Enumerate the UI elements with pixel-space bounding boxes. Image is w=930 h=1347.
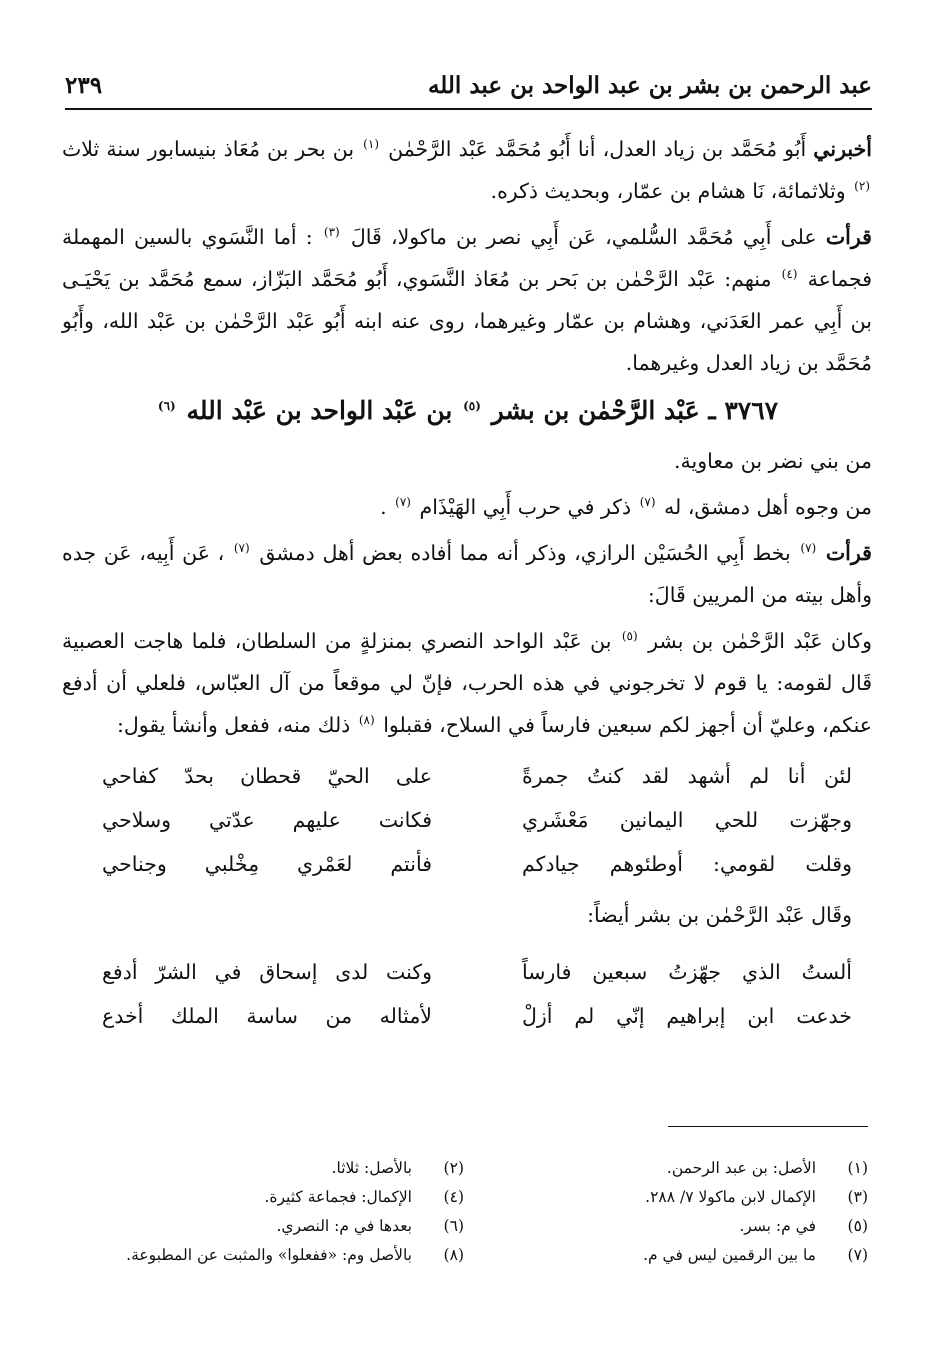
verse-line: [62, 994, 872, 1038]
entry-heading-text: بن عَبْد الواحد بن عَبْد الله: [186, 396, 453, 425]
paragraph-1: [62, 128, 872, 212]
verse-first-hemistich: لئن أنا لم أشهد لقد كنتُ جمرةً: [522, 764, 852, 788]
footnote-text: الإكمال لابن ماكولا ٧/ ٢٨٨.: [645, 1188, 816, 1206]
footnote-row: [60, 1212, 868, 1241]
footnote-row: [60, 1183, 868, 1212]
footnote: [464, 1183, 868, 1212]
paragraph-text: وكان عَبْد الرَّحْمٰن بن بشر: [648, 629, 872, 653]
verse-second-hemistich: على الحيّ قحطان بحدّ كفاحي: [102, 764, 432, 788]
footnote-number: (٢): [443, 1159, 464, 1177]
page-number: ٢٣٩: [65, 71, 103, 99]
entry-heading: [62, 388, 872, 434]
verse-intro: وقَال عَبْد الرَّحْمٰن بن بشر أيضاً:: [587, 903, 852, 927]
paragraph-text: ، عَن أَبِيه، عَن جده وأهل بيته من المريين قَالَ:: [62, 541, 872, 607]
line-tribe: [62, 440, 872, 482]
paragraph-3: [62, 532, 872, 616]
paragraph-text: بن عَبْد الواحد النصري بمنزلةٍ من السلطان، فلما هاجت العصبية قَال لقومه: يا قوم لا تخرجوني في هذه الحرب، فإنّ لي موقعاً من آل العبّاس، فلعلي أن أدفع عنكم، وعليّ أن أجهز لكم سبعين فارساً في السلاح، فقبلوا: [62, 629, 872, 737]
footnote-ref: (٥): [463, 398, 481, 413]
footnote: [60, 1183, 464, 1212]
footnote-text: ما بين الرقمين ليس في م.: [643, 1246, 816, 1264]
footnote: [60, 1212, 464, 1241]
footnote-ref: (٦): [157, 398, 176, 413]
paragraph-text: من وجوه أهل دمشق، له: [664, 495, 872, 519]
footnote-ref: (٧): [233, 541, 250, 556]
footnote: [464, 1241, 868, 1270]
verse-line: [62, 798, 872, 842]
paragraph-text: وثلاثمائة، نَا هشام بن عمّار، وبحديث ذكره.: [490, 179, 846, 203]
footnote-ref: (٤): [781, 267, 798, 282]
footnote-number: (٥): [847, 1217, 868, 1235]
paragraph-text: بخط أَبِي الحُسَيْن الرازي، وذكر أنه مما أفاده بعض أهل دمشق: [259, 541, 791, 565]
verse-first-hemistich: وجهّزت للحي اليمانين مَعْشَري: [522, 808, 852, 832]
paragraph-2: [62, 216, 872, 384]
paragraph-text: ذلك منه، ففعل وأنشأ يقول:: [116, 713, 351, 737]
poem-1: [62, 754, 872, 886]
footnote-text: بعدها في م: النصري.: [276, 1217, 412, 1235]
footnotes: [60, 1154, 868, 1270]
paragraph-text: : أما النَّسَوي بالسين المهملة فجماعة: [62, 225, 872, 291]
page-header: [65, 62, 872, 110]
footnote-ref: (٧): [800, 541, 817, 556]
footnote-number: (٧): [847, 1246, 868, 1264]
footnote-ref: (٧): [639, 495, 656, 510]
footnote-ref: (٨): [358, 713, 375, 728]
footnote-text: بالأصل: ثلاثا.: [331, 1159, 412, 1177]
line-notables: [62, 486, 872, 528]
verse-second-hemistich: فأنتم لعَمْري مِخْلبي وجناحي: [102, 852, 432, 876]
footnote-ref: (٢): [854, 179, 870, 194]
paragraph-text: أَبُو مُحَمَّد بن زياد العدل، أنا أَبُو مُحَمَّد عَبْد الرَّحْمٰن: [388, 137, 807, 161]
footnote-number: (٣): [847, 1188, 868, 1206]
paragraph-text: .: [380, 495, 387, 519]
footnote-text: بالأصل وم: «ففعلوا» والمثبت عن المطبوعة.: [126, 1246, 412, 1264]
entry-heading-text: ٣٧٦٧ ـ عَبْد الرَّحْمٰن بن بشر: [491, 396, 779, 425]
footnote: [464, 1154, 868, 1183]
paragraph-text: على أَبِي مُحَمَّد السُّلمي، عَن أَبِي نصر بن ماكولا، قَالَ: [350, 225, 817, 249]
footnote-divider: [668, 1126, 868, 1127]
footnote: [60, 1241, 464, 1270]
footnote-text: في م: بسر.: [739, 1217, 816, 1235]
paragraph-lead: أخبرني: [813, 137, 872, 161]
verse-first-hemistich: خدعت ابن إبراهيم إنّي لم أزلْ: [522, 1004, 852, 1028]
footnote-ref: (٧): [395, 495, 411, 510]
paragraph-text: منهم: عَبْد الرَّحْمٰن بن بَحر بن مُعَاذ النَّسَوي، أَبُو مُحَمَّد البَزّاز، سمع مُحَمَّد بن يَحْيَـى بن أَبِي عمر العَدَني، وهشام بن عمّار وغيرهما، روى عنه ابنه أَبُو عَبْد الرَّحْمٰن بن عَبْد الله، وأَبُو مُحَمَّد بن زياد العدل وغيرهما.: [62, 267, 872, 375]
footnote-number: (١): [847, 1159, 868, 1177]
verse-line: [62, 950, 872, 994]
footnote-ref: (١): [363, 137, 379, 152]
footnote-ref: (٥): [621, 629, 638, 644]
poem-2: [62, 950, 872, 1038]
verse-line: [62, 842, 872, 886]
verse-first-hemistich: ألستُ الذي جهّزتُ سبعين فارساً: [522, 960, 852, 984]
footnote-number: (٤): [443, 1188, 464, 1206]
footnote: [60, 1154, 464, 1183]
verse-line: [62, 754, 872, 798]
paragraph-text: من بني نضر بن معاوية.: [674, 449, 872, 473]
footnote-row: [60, 1154, 868, 1183]
footnote-text: الإكمال: فجماعة كثيرة.: [264, 1188, 412, 1206]
footnote-number: (٦): [443, 1217, 464, 1235]
verse-second-hemistich: فكانت عليهم عدّتي وسلاحي: [102, 808, 432, 832]
paragraph-lead: قرأت: [825, 225, 872, 249]
footnote: [464, 1212, 868, 1241]
footnote-text: الأصل: بن عبد الرحمن.: [666, 1159, 816, 1177]
paragraph-4: [62, 620, 872, 746]
paragraph-lead: قرأت: [825, 541, 872, 565]
verse-second-hemistich: لأمثاله من ساسة الملك أخدع: [102, 1004, 432, 1028]
verse-second-hemistich: وكنت لدى إسحاق في الشرّ أدفع: [102, 960, 432, 984]
verse-first-hemistich: وقلت لقومي: أوطئوهم جيادكم: [522, 852, 852, 876]
footnote-number: (٨): [443, 1246, 464, 1264]
paragraph-text: ذكر في حرب أَبِي الهَيْذَام: [419, 495, 632, 519]
footnote-row: [60, 1241, 868, 1270]
main-text: [62, 128, 872, 1038]
paragraph-text: بن بحر بن مُعَاذ بنيسابور سنة ثلاث: [62, 137, 355, 161]
footnote-ref: (٣): [323, 225, 340, 240]
running-title: عبد الرحمن بن بشر بن عبد الواحد بن عبد الله: [427, 71, 872, 99]
